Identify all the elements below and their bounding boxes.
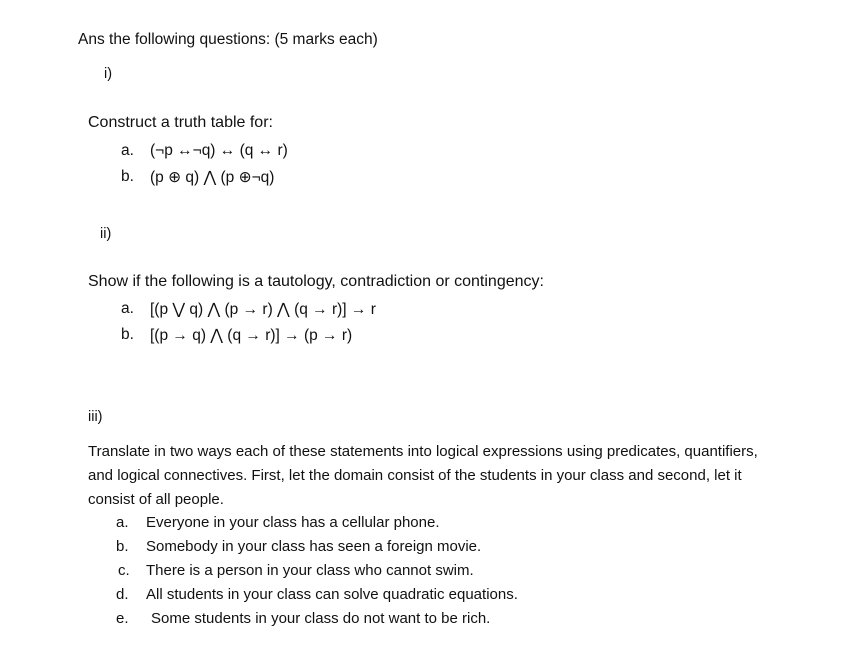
section-3-item-a-letter: a.: [116, 514, 129, 531]
section-3-prompt: Translate in two ways each of these statements into logical expressions using predicates, quantifiers, and logical connectives. First, let the domain consist of the students in your class and second, let it consist of all people.: [88, 443, 758, 508]
section-3-item-b-letter: b.: [116, 538, 129, 555]
section-3-number: iii): [88, 409, 103, 425]
section-1-item-a-letter: a.: [121, 142, 134, 159]
page-heading: Ans the following questions: (5 marks each): [78, 31, 378, 48]
section-3-item-c-text: There is a person in your class who cannot swim.: [146, 562, 474, 579]
section-2-item-b-expression: [(p → q) ⋀ (q → r)] → (p → r): [150, 327, 353, 344]
section-3-item-e-letter: e.: [116, 610, 129, 627]
section-2-item-a-letter: a.: [121, 300, 134, 317]
section-3-item-c-letter: c.: [118, 562, 130, 579]
section-1-item-b-letter: b.: [121, 168, 134, 185]
section-2-item-b-letter: b.: [121, 326, 134, 343]
section-3-item-a-text: Everyone in your class has a cellular phone.: [146, 514, 440, 531]
section-1-item-a-expression: (¬p ↔¬q) ↔ (q ↔ r): [150, 142, 288, 159]
section-3-item-e-text: Some students in your class do not want to be rich.: [151, 610, 491, 627]
section-3-item-b-text: Somebody in your class has seen a foreign movie.: [146, 538, 482, 555]
section-1-number: i): [104, 66, 113, 82]
section-2-item-a-expression: [(p ⋁ q) ⋀ (p → r) ⋀ (q → r)] → r: [150, 301, 376, 318]
section-2-prompt: Show if the following is a tautology, contradiction or contingency:: [88, 273, 544, 290]
section-3-item-d-letter: d.: [116, 586, 129, 603]
section-1-item-b-expression: (p ⊕ q) ⋀ (p ⊕¬q): [150, 169, 275, 186]
section-3-item-d-text: All students in your class can solve quadratic equations.: [146, 586, 518, 603]
section-1-prompt: Construct a truth table for:: [88, 114, 273, 131]
section-2-number: ii): [100, 226, 112, 242]
